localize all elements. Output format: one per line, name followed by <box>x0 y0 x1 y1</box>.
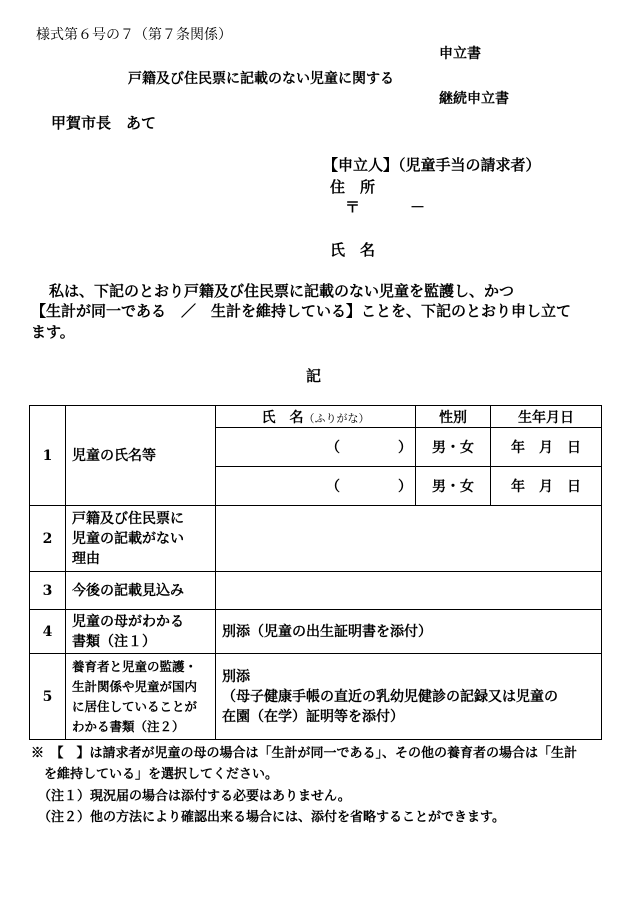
row-label <box>66 654 216 740</box>
month-label: 月 <box>539 440 553 456</box>
month-label: 月 <box>539 479 553 495</box>
row-label <box>66 506 216 572</box>
document-title: 戸籍及び住民票に記載のない児童に関する <box>128 71 394 87</box>
row-label-line: 児童の記載がない <box>72 530 184 547</box>
row-label-line: 戸籍及び住民票に <box>72 510 184 527</box>
note-1: （注１）現況届の場合は添付する必要はありません。 <box>38 789 351 804</box>
row-number: 1 <box>30 406 66 506</box>
row-number: 4 <box>30 610 66 654</box>
statement-line-3: ます。 <box>31 323 75 341</box>
row-label-line: 理由 <box>72 550 100 567</box>
addressee: 甲賀市長 あて <box>51 114 157 132</box>
table-header-row <box>30 406 602 428</box>
row-number: 5 <box>30 654 66 740</box>
year-label: 年 <box>511 479 525 495</box>
paren-open: （ <box>326 479 340 495</box>
note-2: （注２）他の方法により確認出来る場合には、添付を省略することができます。 <box>38 810 505 825</box>
guardian-doc-content <box>216 654 602 740</box>
content-line: 在園（在学）証明等を添付） <box>222 708 404 725</box>
child-sex-cell: 男・女 <box>416 428 491 467</box>
content-line: 別添 <box>222 668 250 685</box>
row-label-line: 書類（注１） <box>72 633 156 650</box>
child-birthdate-cell <box>491 467 602 506</box>
day-label: 日 <box>567 479 581 495</box>
title-option-application: 申立書 <box>439 46 481 62</box>
header-sex: 性別 <box>416 406 491 428</box>
address-label: 住 所 <box>330 178 376 196</box>
name-label: 氏 名 <box>330 241 376 259</box>
child-sex-cell: 男・女 <box>416 467 491 506</box>
child-birthdate-cell <box>491 428 602 467</box>
header-name-label: 氏 名 <box>261 409 304 426</box>
paren-close: ） <box>398 440 412 456</box>
year-label: 年 <box>511 440 525 456</box>
form-number: 様式第６号の７（第７条関係） <box>36 27 232 43</box>
header-name <box>216 406 416 428</box>
details-table <box>29 405 602 740</box>
row-label-line: 養育者と児童の監護・ <box>72 658 198 674</box>
day-label: 日 <box>567 440 581 456</box>
row-label: 児童の氏名等 <box>66 406 216 506</box>
table-row <box>30 610 602 654</box>
row-number: 3 <box>30 572 66 610</box>
child-name-cell <box>216 467 416 506</box>
postal-dash: － <box>410 198 426 216</box>
row-label-line: に居住していることが <box>72 698 198 714</box>
header-furigana: （ふりがな） <box>303 411 370 425</box>
statement-line-1: 私は、下記のとおり戸籍及び住民票に記載のない児童を監護し、かつ <box>49 282 515 300</box>
content-line: （母子健康手帳の直近の乳幼児健診の記録又は児童の <box>222 688 558 705</box>
table-row <box>30 572 602 610</box>
postal-mark: 〒 <box>345 198 361 216</box>
paren-open: （ <box>326 440 340 456</box>
mother-doc-content: 別添（児童の出生証明書を添付） <box>216 610 602 654</box>
row-label-line: 生計関係や児童が国内 <box>72 678 198 694</box>
header-birthdate: 生年月日 <box>491 406 602 428</box>
row-number: 2 <box>30 506 66 572</box>
prospect-content <box>216 572 602 610</box>
applicant-heading: 【申立人】（児童手当の請求者） <box>323 156 541 174</box>
asterisk-note-line-2: を維持している」を選択してください。 <box>44 767 279 782</box>
statement-line-2: 【生計が同一である ／ 生計を維持している】ことを、下記のとおり申し立て <box>31 302 572 320</box>
title-option-renewal: 継続申立書 <box>439 91 509 107</box>
child-name-cell <box>216 428 416 467</box>
table-row <box>30 506 602 572</box>
row-label: 今後の記載見込み <box>66 572 216 610</box>
row-label-line: 児童の母がわかる <box>72 613 184 630</box>
row-label-line: わかる書類（注２） <box>72 718 185 734</box>
reason-content <box>216 506 602 572</box>
row-label <box>66 610 216 654</box>
ki-heading: 記 <box>306 367 322 385</box>
paren-close: ） <box>398 479 412 495</box>
table-row <box>30 654 602 740</box>
asterisk-note-line-1: ※ 【 】は請求者が児童の母の場合は「生計が同一である」、その他の養育者の場合は「生計 <box>31 746 578 761</box>
